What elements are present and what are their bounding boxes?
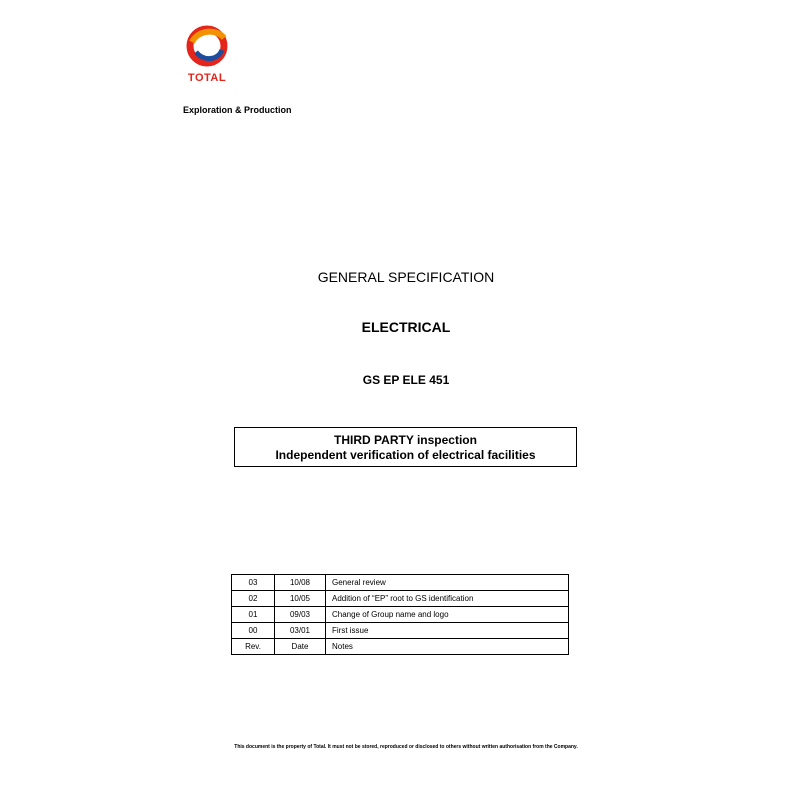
document-discipline: ELECTRICAL (361, 319, 451, 335)
total-logo-icon (184, 22, 230, 68)
document-type: GENERAL SPECIFICATION (317, 269, 495, 285)
notes-cell: First issue (326, 623, 569, 639)
revision-cell: 02 (232, 591, 275, 607)
date-cell: 03/01 (275, 623, 326, 639)
notes-header: Notes (326, 639, 569, 655)
date-cell: 10/05 (275, 591, 326, 607)
table-row (232, 591, 569, 607)
division-name: Exploration & Production (183, 105, 292, 115)
revision-cell: 03 (232, 575, 275, 591)
company-logo (180, 22, 234, 88)
table-header-row (232, 639, 569, 655)
document-title-line-1: THIRD PARTY inspection (334, 433, 477, 447)
document-code: GS EP ELE 451 (362, 373, 450, 387)
revision-cell: 01 (232, 607, 275, 623)
table-row (232, 607, 569, 623)
revision-cell: 00 (232, 623, 275, 639)
table-row (232, 575, 569, 591)
notes-cell: Change of Group name and logo (326, 607, 569, 623)
date-cell: 09/03 (275, 607, 326, 623)
logo-wordmark: TOTAL (187, 72, 227, 84)
document-title-box (234, 427, 577, 467)
revision-header: Rev. (232, 639, 275, 655)
revision-table (231, 574, 569, 655)
notes-cell: Addition of “EP” root to GS identification (326, 591, 569, 607)
document-title-line-2: Independent verification of electrical facilities (275, 448, 536, 462)
date-header: Date (275, 639, 326, 655)
confidentiality-notice: This document is the property of Total. It must not be stored, reproduced or disclosed to others without written authorisation from the Company. (234, 744, 578, 750)
notes-cell: General review (326, 575, 569, 591)
table-row (232, 623, 569, 639)
date-cell: 10/08 (275, 575, 326, 591)
